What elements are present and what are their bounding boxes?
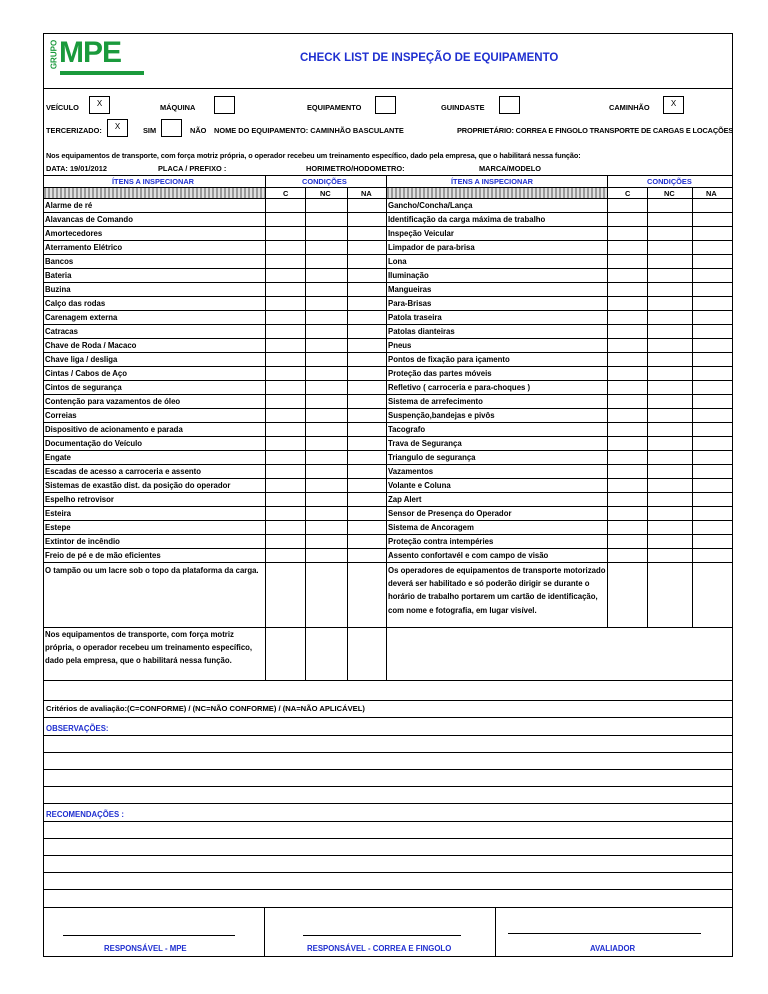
header-divider-2 (43, 198, 733, 199)
criteria-text: Critérios de avaliação:(C=CONFORME) / (NC=NÃO CONFORME) / (NA=NÃO APLICÁVEL) (46, 704, 365, 713)
info-data: DATA: 19/01/2012 (46, 164, 107, 173)
list-item: Carenagem externa (45, 313, 118, 322)
observacoes-label: OBSERVAÇÕES: (46, 724, 109, 733)
row-divider (43, 394, 733, 395)
row-divider (43, 450, 733, 451)
label-veiculo: VEÍCULO (46, 103, 79, 112)
checkbox-mark: X (114, 122, 121, 131)
row-divider (43, 226, 733, 227)
row-divider (43, 752, 733, 753)
row-divider (43, 268, 733, 269)
checkbox-mark: X (96, 99, 103, 108)
list-item: Lona (388, 257, 407, 266)
list-item: Proteção das partes móveis (388, 369, 492, 378)
equipment-name: NOME DO EQUIPAMENTO: CAMINHÃO BASCULANTE (214, 126, 404, 135)
list-item: Sistemas de exastão dist. da posição do operador (45, 481, 231, 490)
list-item: Espelho retrovisor (45, 495, 114, 504)
row-divider (43, 310, 733, 311)
label-equipamento: EQUIPAMENTO (307, 103, 362, 112)
list-item: Escadas de acesso a carroceria e assento (45, 467, 202, 476)
list-item: Correias (45, 411, 77, 420)
list-item: Suspenção,bandejas e pivôs (388, 411, 495, 420)
list-item: Cintos de segurança (45, 383, 122, 392)
row-divider (43, 889, 733, 890)
row-divider (43, 422, 733, 423)
list-item: Assento confortavél e com campo de visão (388, 551, 549, 560)
list-item: Freio de pé e de mão eficientes (45, 551, 161, 560)
checkbox-tercerizado-sim[interactable] (107, 119, 128, 137)
header-nc-left: NC (320, 189, 331, 198)
list-item: Catracas (45, 327, 78, 336)
row-divider (43, 855, 733, 856)
list-item: Refletivo ( carroceria e para-choques ) (388, 383, 531, 392)
list-item: Zap Alert (388, 495, 422, 504)
row-divider (43, 478, 733, 479)
list-item: Inspeção Veicular (388, 229, 454, 238)
checkbox-mark: X (670, 99, 677, 108)
row-divider (43, 240, 733, 241)
list-item: Gancho/Concha/Lança (388, 201, 473, 210)
checkbox-caminhao[interactable] (663, 96, 684, 114)
table-top-border (43, 175, 733, 176)
header-divider (43, 88, 733, 89)
checkbox-maquina[interactable] (214, 96, 235, 114)
signature-mpe: RESPONSÁVEL - MPE (104, 944, 187, 953)
list-item: Proteção contra intempéries (388, 537, 494, 546)
list-item: Amortecedores (45, 229, 103, 238)
list-item: Documentação do Veículo (45, 439, 143, 448)
row-divider (43, 548, 733, 549)
list-item: Pontos de fixação para içamento (388, 355, 510, 364)
row-divider (43, 296, 733, 297)
col-line (265, 175, 266, 680)
list-item: Alavancas de Comando (45, 215, 133, 224)
row-divider (43, 464, 733, 465)
row-divider (43, 562, 733, 563)
checkbox-veiculo[interactable] (89, 96, 110, 114)
info-horimetro: HORIMETRO/HODOMETRO: (306, 164, 405, 173)
label-sim: SIM (143, 126, 157, 135)
label-tercerizado: TERCERIZADO: (46, 126, 102, 135)
col-line (607, 175, 608, 627)
row-divider (43, 282, 733, 283)
list-item: Bateria (45, 271, 72, 280)
row-divider (43, 786, 733, 787)
row-divider (43, 838, 733, 839)
label-caminhao: CAMINHÃO (609, 103, 650, 112)
list-item: Alarme de ré (45, 201, 93, 210)
signature-line-avaliador (508, 933, 701, 934)
row-divider (43, 680, 733, 681)
row-divider (43, 366, 733, 367)
list-item: Patola traseira (388, 313, 442, 322)
checkbox-tercerizado-nao[interactable] (161, 119, 182, 137)
row-divider (43, 338, 733, 339)
row-divider (43, 254, 733, 255)
label-maquina: MÁQUINA (160, 103, 196, 112)
list-item: Chave liga / desliga (45, 355, 118, 364)
list-item: Aterramento Elétrico (45, 243, 123, 252)
list-item: Nos equipamentos de transporte, com força motriz própria, o operador recebeu um treinamento específico, dado pela empresa, que o habilitará nessa função. (45, 630, 253, 666)
row-divider (43, 700, 733, 701)
col-line (647, 187, 648, 627)
col-line (305, 187, 306, 680)
header-na-left: NA (361, 189, 372, 198)
list-item: Engate (45, 453, 71, 462)
list-item: Vazamentos (388, 467, 434, 476)
checkbox-equipamento[interactable] (375, 96, 396, 114)
list-item: Esteira (45, 509, 72, 518)
signature-line-mpe (63, 935, 235, 936)
signature-correa: RESPONSÁVEL - CORREA E FINGOLO (307, 944, 452, 953)
col-line (692, 187, 693, 627)
row-divider (43, 436, 733, 437)
owner: PROPRIETÁRIO: CORREA E FINGOLO TRANSPORTE DE CARGAS E LOCAÇÕES (457, 126, 734, 135)
list-item: O tampão ou um lacre sob o topo da plataforma da carga. (45, 566, 259, 575)
row-divider (43, 212, 733, 213)
signature-line-correa (303, 935, 461, 936)
row-divider (43, 534, 733, 535)
row-divider (43, 520, 733, 521)
logo: MPE (59, 36, 122, 69)
header-c-left: C (283, 189, 289, 198)
list-item: Volante e Coluna (388, 481, 451, 490)
page-title: CHECK LIST DE INSPEÇÃO DE EQUIPAMENTO (300, 52, 559, 64)
list-item: Sistema de Ancoragem (388, 523, 474, 532)
header-c-right: C (625, 189, 631, 198)
checkbox-guindaste[interactable] (499, 96, 520, 114)
header-nc-right: NC (664, 189, 675, 198)
col-line (386, 175, 387, 680)
list-item: Contenção para vazamentos de óleo (45, 397, 181, 406)
header-itens-left: ÍTENS A INSPECIONAR (112, 177, 194, 186)
info-marca: MARCA/MODELO (479, 164, 541, 173)
signature-col-line (495, 907, 496, 957)
list-item: Limpador de para-brisa (388, 243, 475, 252)
header-itens-right: ÍTENS A INSPECIONAR (451, 177, 533, 186)
signature-avaliador: AVALIADOR (590, 944, 636, 953)
row-divider (43, 872, 733, 873)
list-item: Buzina (45, 285, 71, 294)
row-divider (43, 907, 733, 908)
training-note: Nos equipamentos de transporte, com força motriz própria, o operador recebeu um treinamento específico, dado pela empresa, que o habilitará nessa função: (46, 151, 581, 160)
row-divider (43, 803, 733, 804)
header-condicoes-right: CONDIÇÕES (647, 177, 692, 186)
list-item: Dispositivo de acionamento e parada (45, 425, 183, 434)
label-nao: NÃO (190, 126, 207, 135)
col-line (347, 187, 348, 680)
list-item: Os operadores de equipamentos de transporte motorizado deverá ser habilitado e só poderão dirigir se durante o horário de trabalho portarem um cartão de identificação, com nome e fotografia, em lugar visível. (388, 566, 606, 615)
list-item: Para-Brisas (388, 299, 432, 308)
list-item: Sistema de arrefecimento (388, 397, 483, 406)
header-condicoes-left: CONDIÇÕES (302, 177, 347, 186)
list-item: Bancos (45, 257, 74, 266)
list-item: Patolas dianteiras (388, 327, 455, 336)
row-divider (43, 352, 733, 353)
list-item: Estepe (45, 523, 71, 532)
header-shade-left (44, 188, 265, 198)
list-item: Calço das rodas (45, 299, 106, 308)
header-na-right: NA (706, 189, 717, 198)
row-divider (43, 506, 733, 507)
list-item: Mangueiras (388, 285, 432, 294)
recomendacoes-label: RECOMENDAÇÕES : (46, 810, 124, 819)
list-item: Extintor de incêndio (45, 537, 120, 546)
list-item: Iluminação (388, 271, 429, 280)
row-divider (43, 821, 733, 822)
list-item: Cintas / Cabos de Aço (45, 369, 128, 378)
row-divider (43, 769, 733, 770)
logo-underline (60, 71, 144, 75)
logo-side-text: GRUPO (49, 39, 59, 70)
row-divider (43, 324, 733, 325)
list-item: Pneus (388, 341, 412, 350)
row-divider (43, 492, 733, 493)
list-item: Chave de Roda / Macaco (45, 341, 137, 350)
signature-col-line (264, 907, 265, 957)
list-item: Sensor de Presença do Operador (388, 509, 512, 518)
info-placa: PLACA / PREFIXO : (158, 164, 227, 173)
header-shade-right (387, 188, 607, 198)
list-item: Triangulo de segurança (388, 453, 476, 462)
list-item: Tacografo (388, 425, 426, 434)
list-item: Trava de Segurança (388, 439, 462, 448)
row-divider (43, 408, 733, 409)
list-item: Identificação da carga máxima de trabalho (388, 215, 546, 224)
row-divider (43, 380, 733, 381)
label-guindaste: GUINDASTE (441, 103, 485, 112)
row-divider (43, 717, 733, 718)
row-divider (43, 735, 733, 736)
